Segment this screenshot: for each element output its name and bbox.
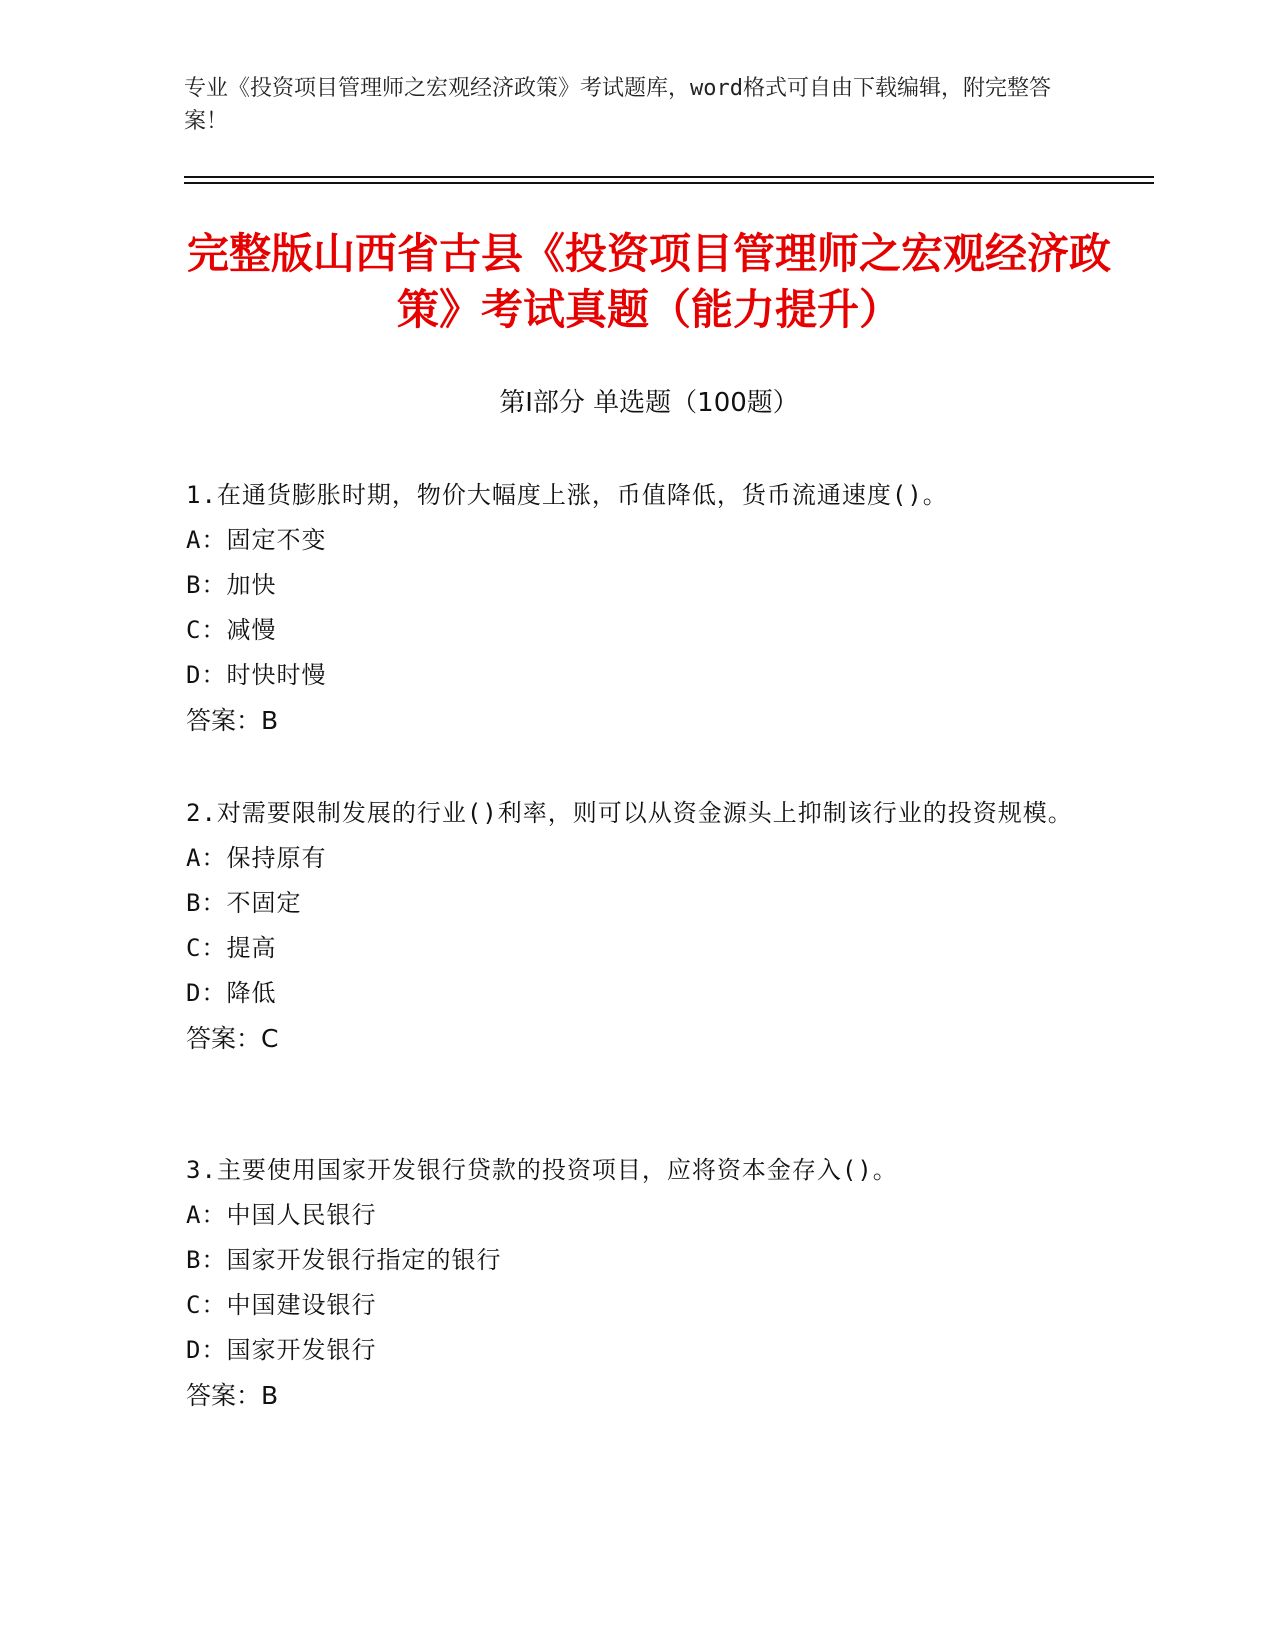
- option-a: A：保持原有: [186, 844, 327, 872]
- option-c: C：中国建设银行: [186, 1291, 377, 1319]
- option-a: A：固定不变: [186, 526, 327, 554]
- option-d: D：降低: [186, 979, 277, 1007]
- answer: 答案：C: [186, 1024, 279, 1053]
- question-block: [186, 790, 1086, 1062]
- option-c: C：提高: [186, 934, 277, 962]
- option-a: A：中国人民银行: [186, 1201, 377, 1229]
- option-b: B：加快: [186, 571, 277, 599]
- header-divider-top: [184, 176, 1154, 178]
- answer: 答案：B: [186, 706, 279, 735]
- option-d: D：时快时慢: [186, 661, 327, 689]
- question-stem: 1.在通货膨胀时期，物价大幅度上涨，币值降低，货币流通速度()。: [186, 481, 948, 509]
- question-stem: 2.对需要限制发展的行业()利率，则可以从资金源头上抑制该行业的投资规模。: [186, 799, 1073, 827]
- option-b: B：国家开发银行指定的银行: [186, 1246, 502, 1274]
- header-divider-bottom: [184, 182, 1154, 184]
- question-block: [186, 472, 1086, 744]
- document-title: 完整版山西省古县《投资项目管理师之宏观经济政策》考试真题（能力提升）: [186, 229, 1111, 334]
- option-c: C：减慢: [186, 616, 277, 644]
- question-stem: 3.主要使用国家开发银行贷款的投资项目，应将资本金存入()。: [186, 1156, 898, 1184]
- option-d: D：国家开发银行: [186, 1336, 377, 1364]
- section-title: 第Ⅰ部分 单选题（100题）: [499, 388, 799, 418]
- question-block: [186, 1147, 1086, 1419]
- option-b: B：不固定: [186, 889, 302, 917]
- header-note: 专业《投资项目管理师之宏观经济政策》考试题库，word格式可自由下载编辑，附完整答案！: [184, 76, 1051, 134]
- answer: 答案：B: [186, 1381, 279, 1410]
